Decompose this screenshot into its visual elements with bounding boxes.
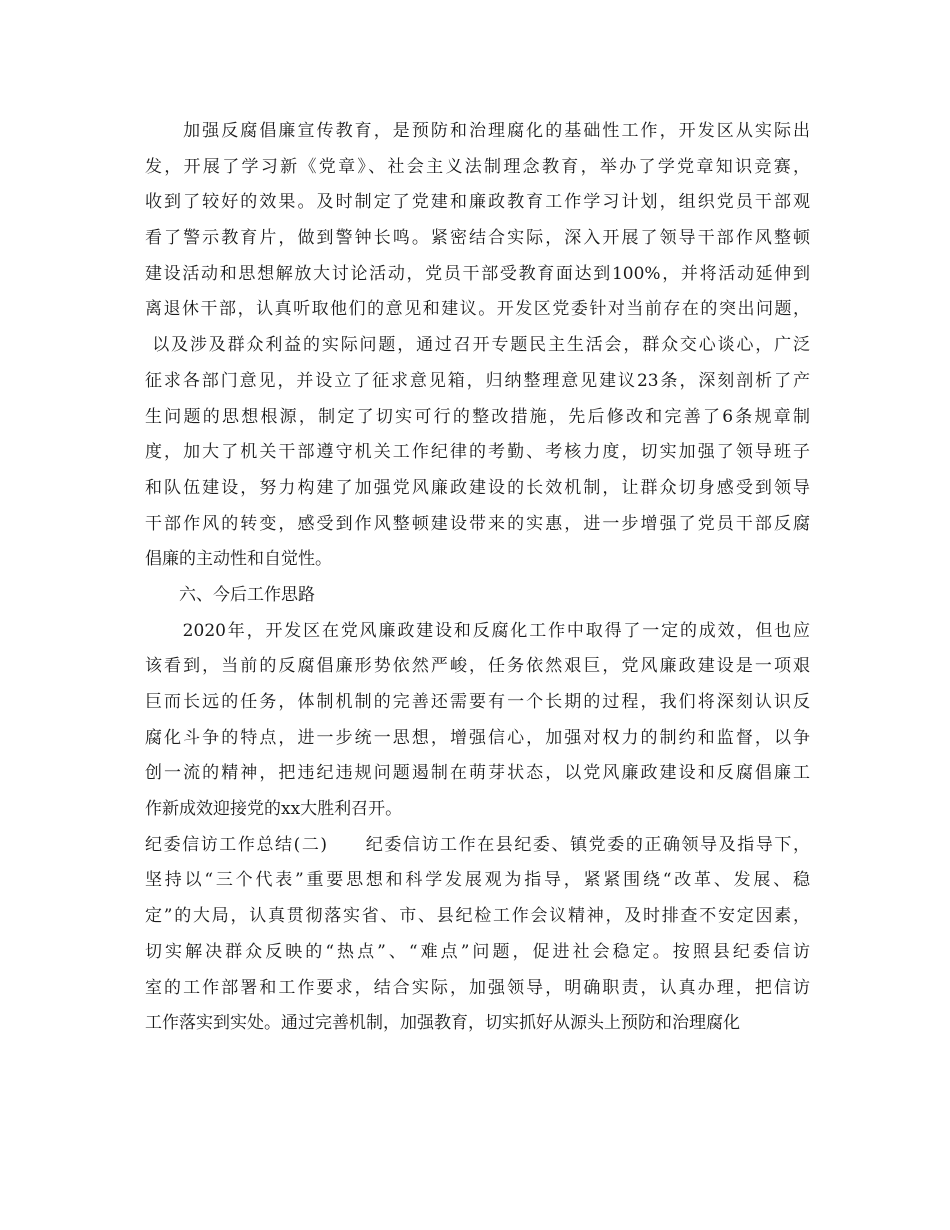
text-line: 工作落实到实处。通过完善机制，加强教育，切实抓好从源头上预防和治理腐化 <box>145 1013 740 1034</box>
text-line: 定”的大局，认真贯彻落实省、市、县纪检工作会议精神，及时排查不安定因素， <box>145 906 810 927</box>
text-line: 生问题的思想根源，制定了切实可行的整改措施，先后修改和完善了6条规章制 <box>145 406 810 427</box>
text-line: 离退休干部，认真听取他们的意见和建议。开发区党委针对当前存在的突出问题， <box>145 299 810 320</box>
text-line: 以及涉及群众利益的实际问题，通过召开专题民主生活会，群众交心谈心，广泛 <box>145 335 810 356</box>
paragraph-anti-corruption-education <box>145 114 810 578</box>
text-line: 2020年，开发区在党风廉政建设和反腐化工作中取得了一定的成效，但也应 <box>145 620 810 641</box>
text-line: 征求各部门意见，并设立了征求意见箱，归纳整理意见建议23条，深刻剖析了产 <box>145 370 810 391</box>
text-line: 巨而长远的任务，体制机制的完善还需要有一个长期的过程，我们将深刻认识反 <box>145 692 810 712</box>
paragraph-petition-summary <box>145 828 810 1042</box>
text-line: 收到了较好的效果。及时制定了党建和廉政教育工作学习计划，组织党员干部观 <box>145 192 810 213</box>
text-line: 倡廉的主动性和自觉性。 <box>145 549 332 570</box>
paragraph-future-work <box>145 614 810 828</box>
text-line: 加强反腐倡廉宣传教育，是预防和治理腐化的基础性工作，开发区从实际出 <box>145 121 810 141</box>
text-line: 和队伍建设，努力构建了加强党风廉政建设的长效机制，让群众切身感受到领导 <box>145 477 810 498</box>
text-line: 切实解决群众反映的“热点”、“难点”问题，促进社会稳定。按照县纪委信访 <box>145 941 810 962</box>
document-body <box>145 114 810 1042</box>
text-line: 该看到，当前的反腐倡廉形势依然严峻，任务依然艰巨，党风廉政建设是一项艰 <box>145 656 810 677</box>
text-line: 度，加大了机关干部遵守机关工作纪律的考勤、考核力度，切实加强了领导班子 <box>145 442 810 463</box>
text-line: 纪委信访工作总结(二) 纪委信访工作在县纪委、镇党委的正确领导及指导下， <box>145 834 810 855</box>
text-line: 作新成效迎接党的xx大胜利召开。 <box>145 799 403 820</box>
section-heading: 六、今后工作思路 <box>145 584 315 605</box>
text-line: 坚持以“三个代表”重要思想和科学发展观为指导，紧紧围绕“改革、发展、稳 <box>145 870 810 891</box>
text-line: 室的工作部署和工作要求，结合实际，加强领导，明确职责，认真办理，把信访 <box>145 977 810 998</box>
text-line: 腐化斗争的特点，进一步统一思想，增强信心，加强对权力的制约和监督，以争 <box>145 727 810 748</box>
text-line: 看了警示教育片，做到警钟长鸣。紧密结合实际，深入开展了领导干部作风整顿 <box>145 228 810 249</box>
text-line: 创一流的精神，把违纪违规问题遏制在萌芽状态，以党风廉政建设和反腐倡廉工 <box>145 763 810 784</box>
text-line: 发，开展了学习新《党章》、社会主义法制理念教育，举办了学党章知识竞赛， <box>145 156 810 177</box>
text-line: 建设活动和思想解放大讨论活动，党员干部受教育面达到100%，并将活动延伸到 <box>145 263 810 284</box>
text-line: 干部作风的转变，感受到作风整顿建设带来的实惠，进一步增强了党员干部反腐 <box>145 513 810 534</box>
